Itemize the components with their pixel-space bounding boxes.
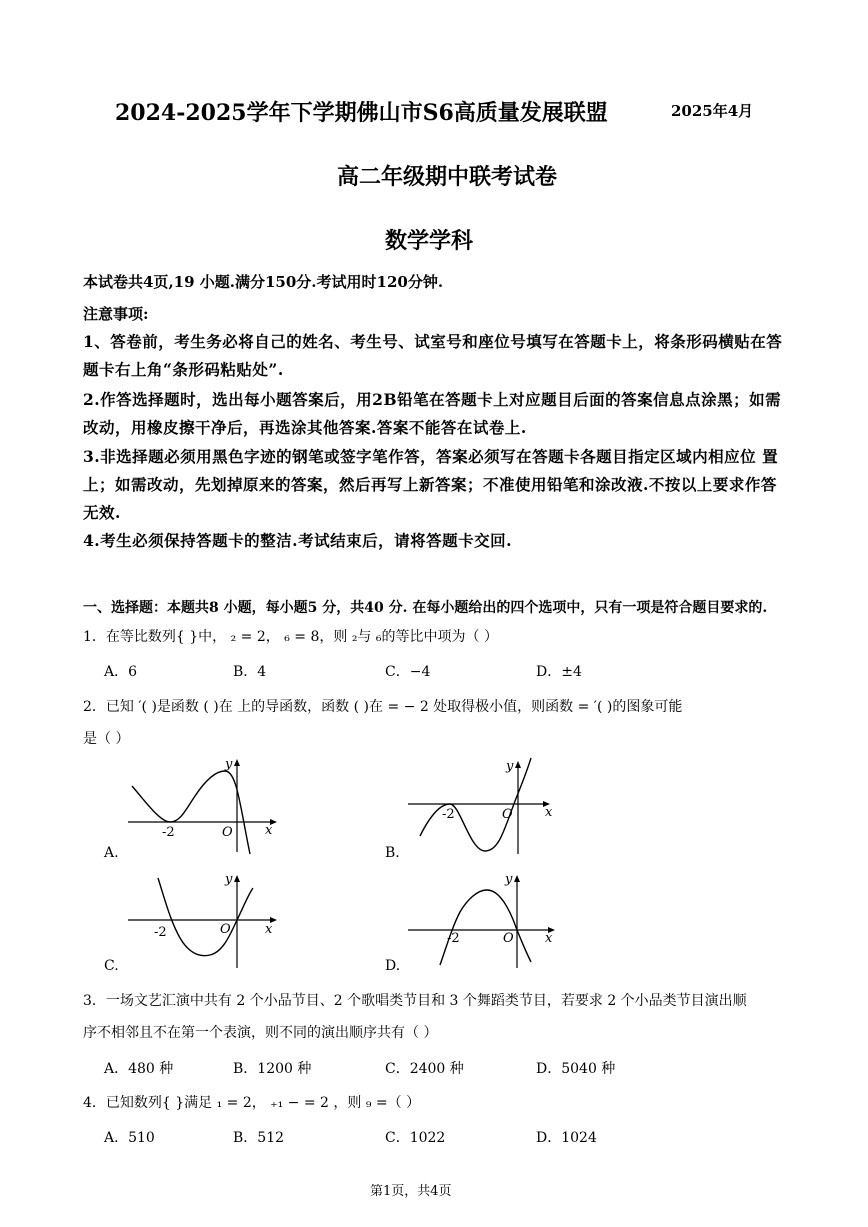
- note-item: 2.作答选择题时，选出每小题答案后，用2B铅笔在答题卡上对应题目后面的答案信息点涂黑；如需改动，用橡皮擦干净后，再选涂其他答案.答案不能答在试卷上.: [83, 390, 782, 437]
- axis-y-label: y: [225, 872, 233, 887]
- graph-c: [125, 870, 295, 970]
- curve: [132, 771, 250, 854]
- exam-date: 2025年4月: [671, 102, 754, 120]
- q3-option-c: C．2400 种: [385, 1061, 464, 1077]
- exam-subtitle: 高二年级期中联考试卷: [337, 164, 558, 190]
- axis-x-label: x: [545, 805, 553, 820]
- question-2-stem-cont: 是（ ）: [83, 731, 130, 747]
- q3-option-b: B．1200 种: [233, 1061, 312, 1077]
- q1-option-d: D．±4: [536, 664, 582, 680]
- page-footer: 第1页，共4页: [370, 1184, 452, 1199]
- q2-option-b: B.: [385, 845, 400, 861]
- origin-label: O: [222, 825, 233, 840]
- q1-option-a: A．6: [104, 664, 138, 680]
- q3-option-d: D．5040 种: [536, 1061, 616, 1077]
- axis-y-label: y: [505, 872, 513, 887]
- graph-b: [405, 756, 575, 856]
- note-item: 3.非选择题必须用黑色字迹的钢笔或签字笔作答，答案必须写在答题卡各题目指定区域内相应位 置上；如需改动，先划掉原来的答案，然后再写上新答案；不准使用铅笔和涂改液.不按以上要求作答无效.: [83, 447, 779, 522]
- q1-option-b: B．4: [233, 664, 267, 680]
- exam-intro: 本试卷共4页,19 小题.满分150分.考试用时120分钟.: [83, 273, 444, 291]
- mark-label: -2: [162, 825, 175, 840]
- question-1-stem: 1．在等比数列{ }中， ₂ = 2， ₆ = 8，则 ₂与 ₆的等比中项为（ ）: [83, 629, 498, 645]
- axis-x-label: x: [545, 931, 553, 946]
- exam-subject: 数学学科: [385, 228, 474, 254]
- question-3-stem-cont: 序不相邻且不在第一个表演，则不同的演出顺序共有（ ）: [83, 1025, 438, 1041]
- mark-label: -2: [154, 925, 167, 940]
- y-axis-arrow: [514, 875, 520, 882]
- graph-a: [125, 756, 295, 856]
- note-item: 4.考生必须保持答题卡的整洁.考试结束后，请将答题卡交回.: [83, 531, 512, 550]
- q1-option-c: C．−4: [385, 664, 431, 680]
- exam-title: 2024-2025学年下学期佛山市S6高质量发展联盟: [115, 100, 608, 126]
- q2-option-d: D.: [385, 958, 401, 974]
- axis-y-label: y: [506, 759, 514, 774]
- section-heading: 一、选择题：本题共8 小题，每小题5 分，共40 分. 在每小题给出的四个选项中，只有一项是符合题目要求的.: [83, 600, 768, 616]
- notes-heading: 注意事项:: [83, 305, 149, 323]
- q3-option-a: A．480 种: [104, 1061, 174, 1077]
- question-4-stem: 4．已知数列{ }满足 ₁ = 2， ₊₁ − = 2 ，则 ₉ =（ ）: [83, 1095, 421, 1111]
- y-axis-arrow: [515, 761, 521, 768]
- origin-label: O: [220, 922, 231, 937]
- question-2-stem: 2．已知 ′( )是函数 ( )在 上的导函数，函数 ( )在 = − 2 处取得极小值，则函数 = ′( )的图象可能: [83, 699, 683, 715]
- axis-y-label: y: [225, 757, 233, 772]
- graph-d: [405, 870, 575, 970]
- origin-label: O: [502, 807, 513, 822]
- q4-option-d: D．1024: [536, 1130, 597, 1146]
- y-axis-arrow: [234, 875, 240, 882]
- q4-option-a: A．510: [104, 1130, 155, 1146]
- q4-option-b: B．512: [233, 1130, 285, 1146]
- q2-option-a: A.: [104, 845, 119, 861]
- q4-option-c: C．1022: [385, 1130, 446, 1146]
- axis-x-label: x: [265, 922, 273, 937]
- axis-x-label: x: [265, 823, 273, 838]
- y-axis-arrow: [234, 759, 240, 766]
- mark-label: -2: [447, 931, 460, 946]
- question-3-stem: 3．一场文艺汇演中共有 2 个小品节目、2 个歌唱类节目和 3 个舞蹈类节目，若要求 2 个小品类节目演出顺: [83, 993, 747, 1009]
- origin-label: O: [503, 931, 514, 946]
- curve: [158, 878, 253, 956]
- note-item: 1、答卷前，考生务必将自己的姓名、考生号、试室号和座位号填写在答题卡上，将条形码横贴在答题卡右上角“条形码粘贴处”.: [83, 332, 783, 379]
- q2-option-c: C.: [104, 958, 119, 974]
- mark-label: -2: [442, 807, 455, 822]
